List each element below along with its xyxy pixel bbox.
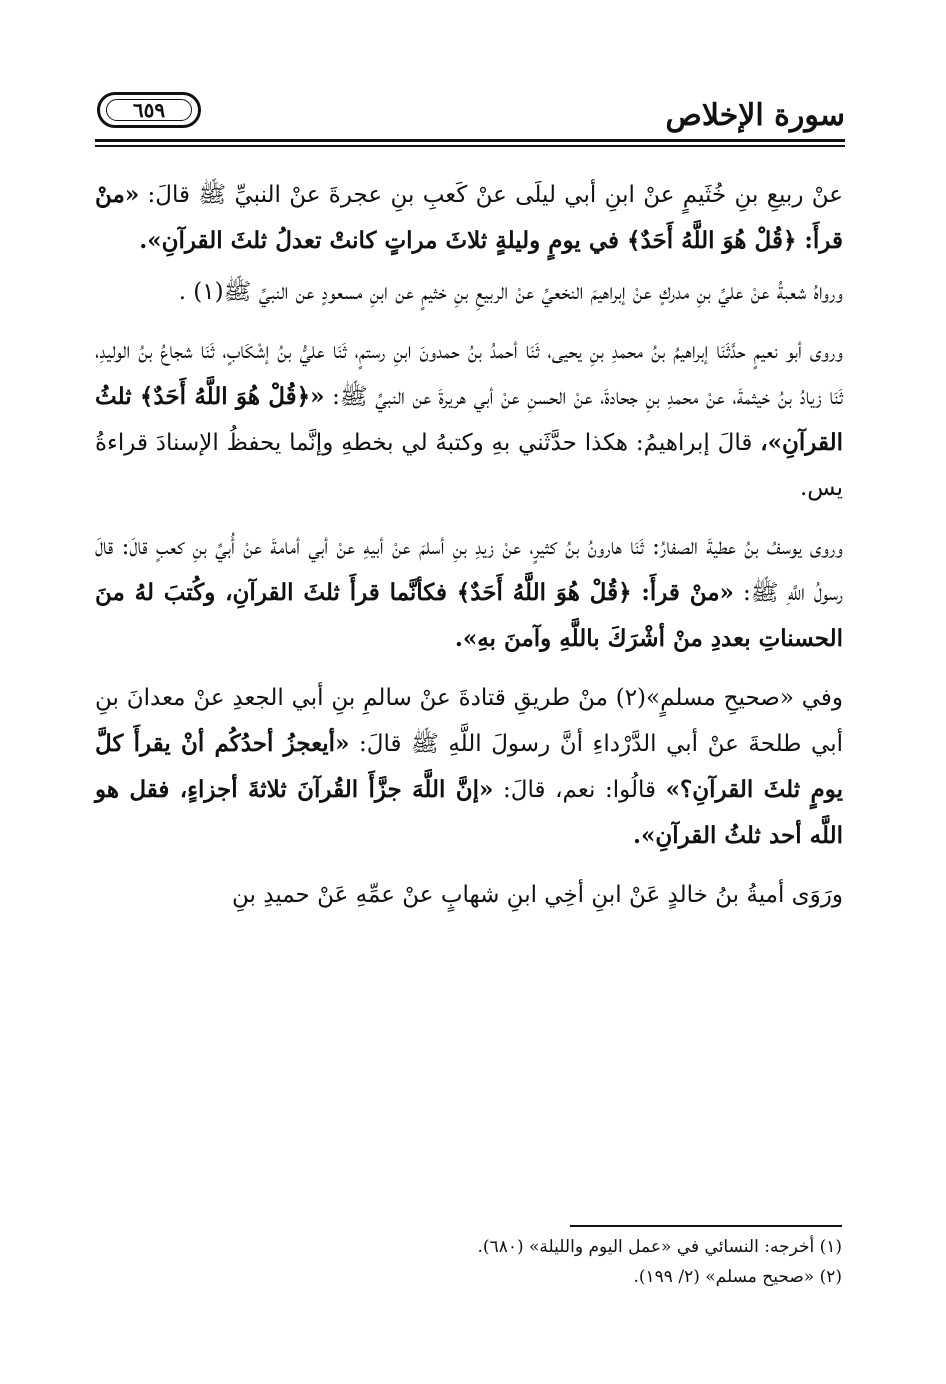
page-number-frame bbox=[106, 99, 192, 121]
footnote-2: (٢) «صحيح مسلم» (٢/ ١٩٩). bbox=[633, 1267, 842, 1287]
footnote-1: (١) أخرجه: النسائي في «عمل اليوم والليلة» (٦٨٠). bbox=[477, 1237, 842, 1257]
paragraph-5 bbox=[95, 676, 843, 859]
paragraph-1-text: عنْ ربيعِ بنِ خُثَيمٍ عنْ ابنِ أبي ليلَى عنْ كَعبِ بنِ عجرةَ عنْ النبيِّ ﷺ قالَ: bbox=[147, 182, 844, 208]
main-text bbox=[95, 172, 843, 918]
paragraph-3-text: وروى أبو نعيمٍ حدَّثَنَا إبراهيمُ بنُ محمدِ بنِ يحيى، ثَنَا أحمدُ بنُ حمدونَ ابنِ رستمٍ، ثَنَا عليُّ بنُ إشْكَابٍ، ثَنَا شجاعُ بنُ الوليدِ، ثَنَا زيادُ بنُ خيثمةَ، عنْ محمدِ بنِ جحادةَ، عنْ الحسنِ عنْ أبي هريرةَ عن النبيِّ ﷺ: bbox=[95, 338, 844, 410]
paragraph-3 bbox=[95, 329, 843, 511]
paragraph-4-text: وروى يوسفُ بنُ عطيةَ الصفارُ: ثَنَا هارونُ بنُ كثيرٍ، عنْ زيدِ بنِ أسلمَ عنْ أبيهِ عنْ أبي أمامةَ عنْ أُبيِّ بنِ كعبٍ قالَ: قالَ رسولُ اللَّهِ ﷺ: bbox=[95, 534, 843, 606]
paragraph-5-text: وفي «صحيحِ مسلمٍ»(٢) منْ طريقِ قتادةَ عنْ سالمِ بنِ أبي الجعدِ عنْ معدانَ بنِ أبي طلحةَ عنْ أبي الدَّرْداءِ أنَّ رسولَ اللَّهِ ﷺ قالَ: bbox=[95, 685, 844, 757]
surah-title: سورة الإخلاص bbox=[665, 98, 845, 133]
paragraph-3-tail: قالَ إبراهيمُ: هكذا حدَّثَني بهِ وكتبهُ لي بخطهِ وإنَّما يحفظُ الإسنادَ قراءةُ يس. bbox=[95, 430, 843, 501]
paragraph-2 bbox=[95, 270, 843, 315]
paragraph-1-bold: «منْ قرأَ: ﴿قُلْ هُوَ اللَّهُ أَحَدٌ﴾ في يومٍ وليلةٍ ثلاثَ مراتٍ كانتْ تعدلُ ثلثَ القرآنِ». bbox=[95, 181, 843, 254]
paragraph-2-text: ورواهُ شعبةُ عنْ عليِّ بنِ مدركٍ عنْ إبراهيمَ النخعيِّ عنْ الربيعِ بنِ خثيمٍ عن ابنِ مسعودٍ عن النبيِّ ﷺ(١) . bbox=[178, 279, 843, 305]
paragraph-1 bbox=[95, 172, 843, 264]
paragraph-5-tail: قالُوا: نعم، قالَ: bbox=[503, 777, 657, 803]
footnotes bbox=[95, 1232, 842, 1292]
paragraph-4 bbox=[95, 525, 843, 662]
paragraph-3-bold: «﴿قُلْ هُوَ اللَّهُ أَحَدٌ﴾ ثلثُ القرآنِ»، bbox=[95, 383, 843, 456]
page-number: ٦٥٩ bbox=[132, 98, 166, 122]
paragraph-5-bold-2: «إنَّ اللَّهَ جزَّأَ القُرآنَ ثلاثةَ أجزاءٍ، فقل هو اللَّه أحد ثلثُ القرآنِ». bbox=[95, 776, 843, 849]
page-header bbox=[95, 88, 845, 148]
paragraph-5-bold: «أيعجزُ أحدُكُم أنْ يقرأَ كلَّ يومٍ ثلثَ القرآنِ؟» bbox=[95, 730, 844, 803]
paragraph-4-bold: «منْ قرأَ: ﴿قُلْ هُوَ اللَّهُ أَحَدٌ﴾ فكأنَّما قرأَ ثلثَ القرآنِ، وكُتبَ لهُ منَ الحسناتِ بعددِ منْ أشْرَكَ باللَّهِ وآمنَ بهِ». bbox=[95, 579, 843, 652]
header-rule-thin bbox=[95, 145, 845, 147]
header-rule-thick bbox=[95, 139, 845, 142]
paragraph-6 bbox=[95, 873, 843, 918]
footnote-divider bbox=[570, 1225, 842, 1227]
page-number-badge bbox=[97, 92, 201, 128]
paragraph-6-text: ورَوَى أميةُ بنُ خالدٍ عَنْ ابنِ أخِي ابنِ شهابٍ عنْ عمِّهِ عَنْ حميدِ بنِ bbox=[232, 882, 843, 908]
